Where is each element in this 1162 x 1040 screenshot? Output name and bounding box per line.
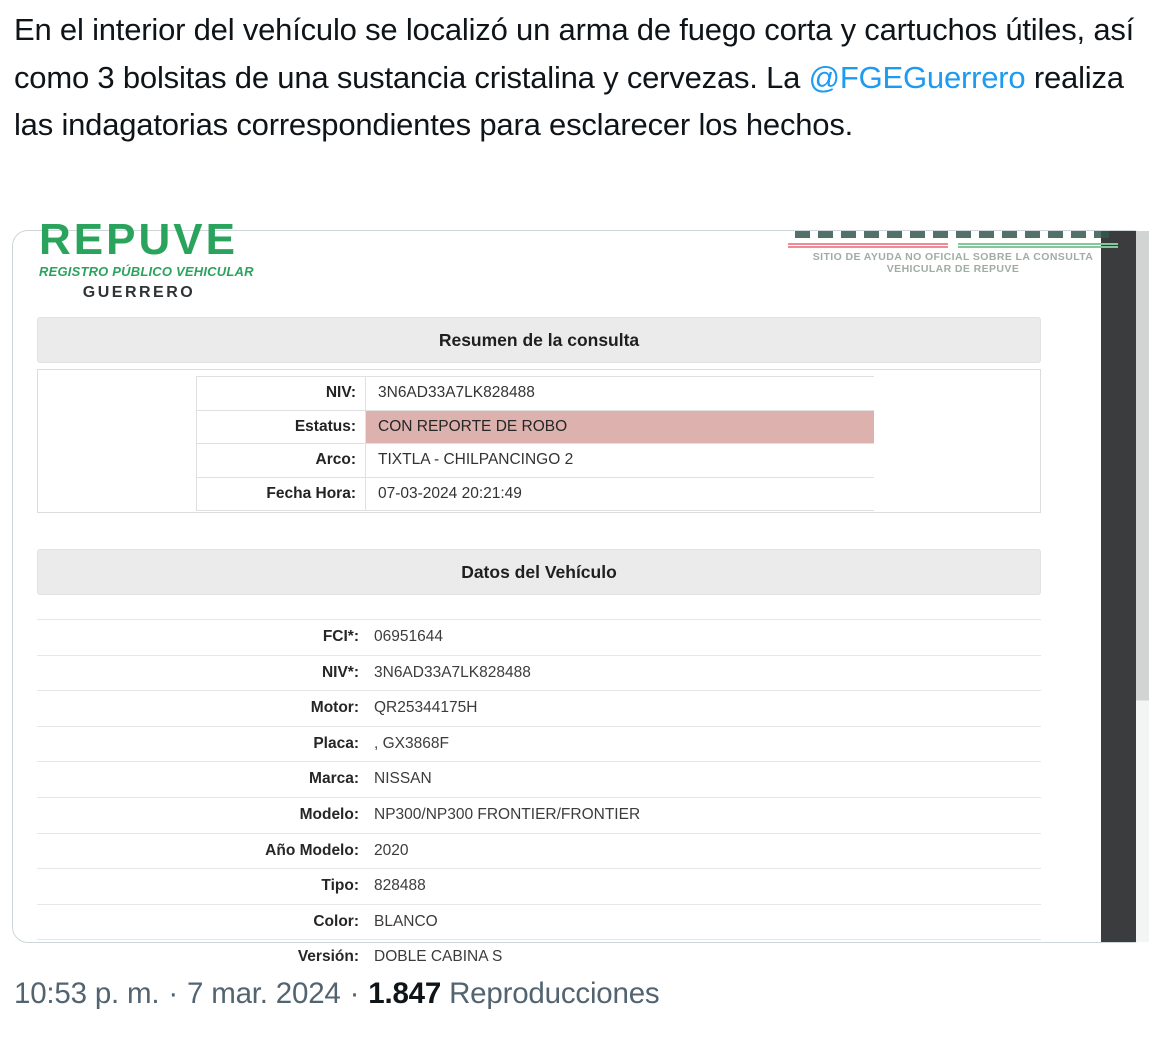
vehicle-section-header: Datos del Vehículo [37,549,1041,595]
vehicle-value: 3N6AD33A7LK828488 [374,663,531,681]
unofficial-site-header [783,231,1123,275]
vehicle-row-placa [37,726,1041,762]
vehicle-value: , GX3868F [374,734,449,752]
vehicle-row-marca [37,761,1041,797]
disclaimer-line-1: SITIO DE AYUDA NO OFICIAL SOBRE LA CONSULTA [812,251,1094,263]
summary-label: Arco: [196,444,366,477]
vehicle-label: Año Modelo: [265,841,359,859]
summary-row-fecha-hora [196,478,874,512]
red-divider-line [788,243,948,248]
screenshot-dark-edge [1101,231,1136,942]
disclaimer-line-2: VEHICULAR DE REPUVE [886,263,1020,275]
vehicle-value: 06951644 [374,628,443,645]
vehicle-value: QR25344175H [374,699,478,717]
vehicle-label: FCI*: [322,628,359,645]
summary-table-box [37,369,1041,513]
vehicle-label: Modelo: [299,805,359,823]
green-divider-line [958,243,1118,248]
vehicle-row-niv [37,655,1041,691]
tweet-date: 7 mar. 2024 [187,977,341,1010]
summary-section-header: Resumen de la consulta [37,317,1041,363]
tweet-text-before-link: En el interior del vehículo se localizó un arma de fuego corta y cartuchos útiles, así como 3 bolsitas de una sustancia cristalina y cervezas. La [14,12,1135,95]
repuve-logo-state: GUERRERO [82,284,196,301]
vehicle-value: BLANCO [374,912,438,930]
status-alert-value: CON REPORTE DE ROBO [366,411,874,444]
mention-link-fgeguerrero[interactable]: @FGEGuerrero [808,59,1026,95]
vehicle-label: Placa: [313,734,359,752]
vehicle-data-list [37,619,1041,975]
vehicle-row-version [37,939,1041,975]
vehicle-label: Marca: [309,770,359,788]
summary-row-estatus [196,411,874,445]
views-count: 1.847 [368,977,442,1010]
summary-value: 3N6AD33A7LK828488 [378,384,535,401]
tweet-metadata [14,977,659,1011]
summary-label: Estatus: [196,411,366,444]
vehicle-value: 828488 [374,877,426,895]
vehicle-label: Color: [313,912,359,930]
vehicle-label: Versión: [297,948,359,966]
vehicle-value: NISSAN [374,770,432,788]
summary-row-niv [196,376,874,411]
summary-value: TIXTLA - CHILPANCINGO 2 [378,451,574,468]
vehicle-value: NP300/NP300 FRONTIER/FRONTIER [374,805,641,823]
repuve-logo [39,215,254,302]
summary-row-arco [196,444,874,478]
vehicle-label: NIV*: [321,663,359,681]
vehicle-row-anio-modelo [37,833,1041,869]
tricolor-divider [783,243,1123,248]
repuve-logo-subtitle: REGISTRO PÚBLICO VEHICULAR [39,264,254,279]
summary-label: NIV: [196,377,366,410]
vehicle-value: DOBLE CABINA S [374,948,503,966]
vehicle-row-fci [37,619,1041,655]
tweet-text-after-link: realiza las indagatorias correspondientes para esclarecer los hechos. [14,59,1124,142]
vehicle-row-color [37,904,1041,940]
vehicle-value: 2020 [374,841,409,859]
vehicle-label: Tipo: [321,877,359,895]
vehicle-row-motor [37,690,1041,726]
screenshot-scrollbar [1136,231,1149,942]
summary-table [196,376,874,511]
repuve-logo-wordmark: REPUVE [39,215,238,264]
vehicle-row-modelo [37,797,1041,833]
vehicle-label: Motor: [310,699,359,717]
tweet-time: 10:53 p. m. [14,977,160,1010]
metadata-separator: · [168,977,179,1010]
tweet-text [14,6,1154,149]
summary-value: 07-03-2024 20:21:49 [378,484,522,502]
views-label: Reproducciones [449,977,660,1010]
tweet-media-repuve-screenshot[interactable] [12,215,1148,966]
summary-label: Fecha Hora: [196,478,366,511]
metadata-separator: · [349,977,360,1010]
clipped-header-text [795,231,1111,238]
unofficial-site-disclaimer [783,251,1123,275]
vehicle-row-tipo [37,868,1041,904]
